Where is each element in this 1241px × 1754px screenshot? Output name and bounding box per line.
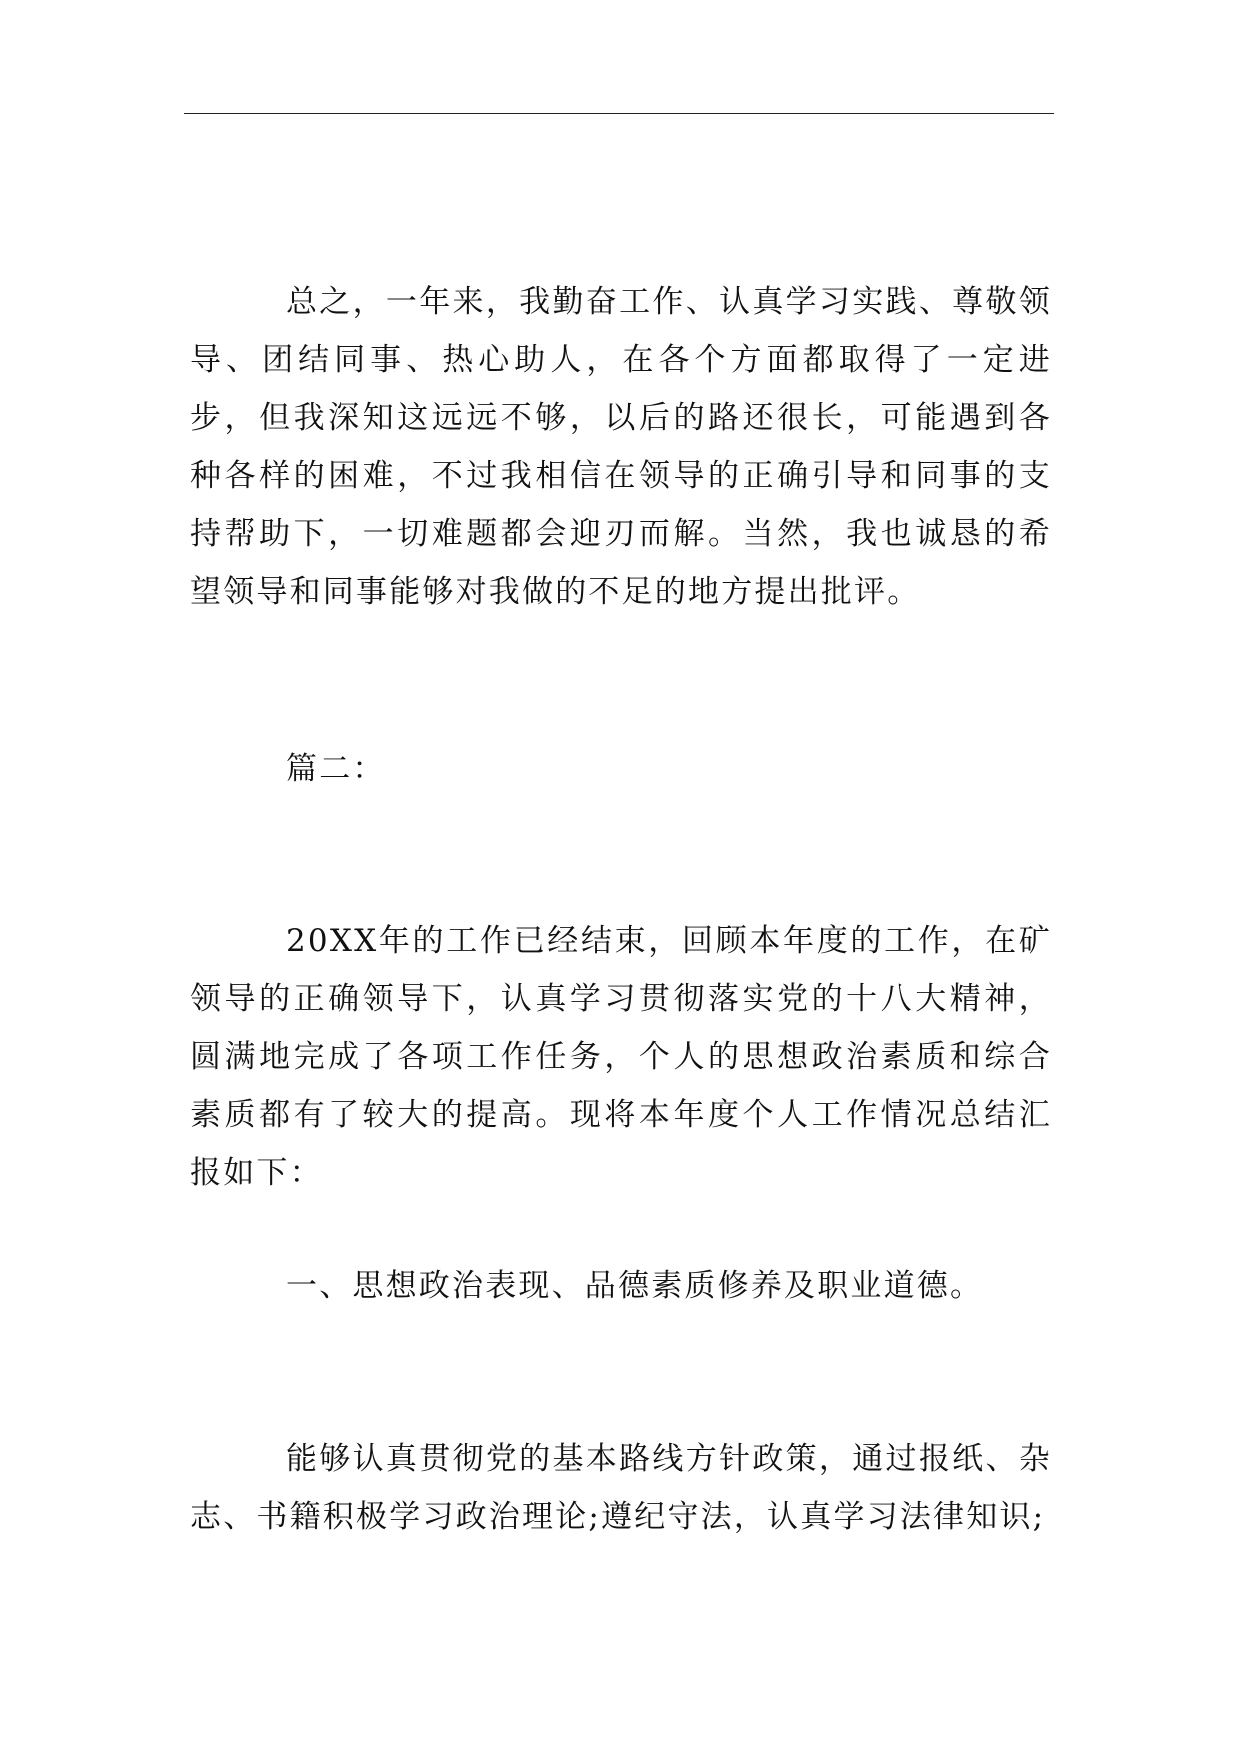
body-paragraph: 能够认真贯彻党的基本路线方针政策，通过报纸、杂志、书籍积极学习政治理论;遵纪守法，认真学习法律知识; [190, 1441, 1052, 1535]
section-heading-part-two: 篇二： [286, 751, 386, 787]
header-rule [184, 113, 1054, 114]
subsection-heading-political: 一、思想政治表现、品德素质修养及职业道德。 [286, 1268, 984, 1304]
intro-paragraph: 20XX年的工作已经结束，回顾本年度的工作，在矿领导的正确领导下，认真学习贯彻落实党的十八大精神，圆满地完成了各项工作任务，个人的思想政治素质和综合素质都有了较大的提高。现将本年度个人工作情况总结汇报如下： [190, 923, 1052, 1191]
closing-paragraph: 总之，一年来，我勤奋工作、认真学习实践、尊敬领导、团结同事、热心助人，在各个方面都取得了一定进步，但我深知这远远不够，以后的路还很长，可能遇到各种各样的困难，不过我相信在领导的正确引导和同事的支持帮助下，一切难题都会迎刃而解。当然，我也诚恳的希望领导和同事能够对我做的不足的地方提出批评。 [190, 284, 1052, 610]
